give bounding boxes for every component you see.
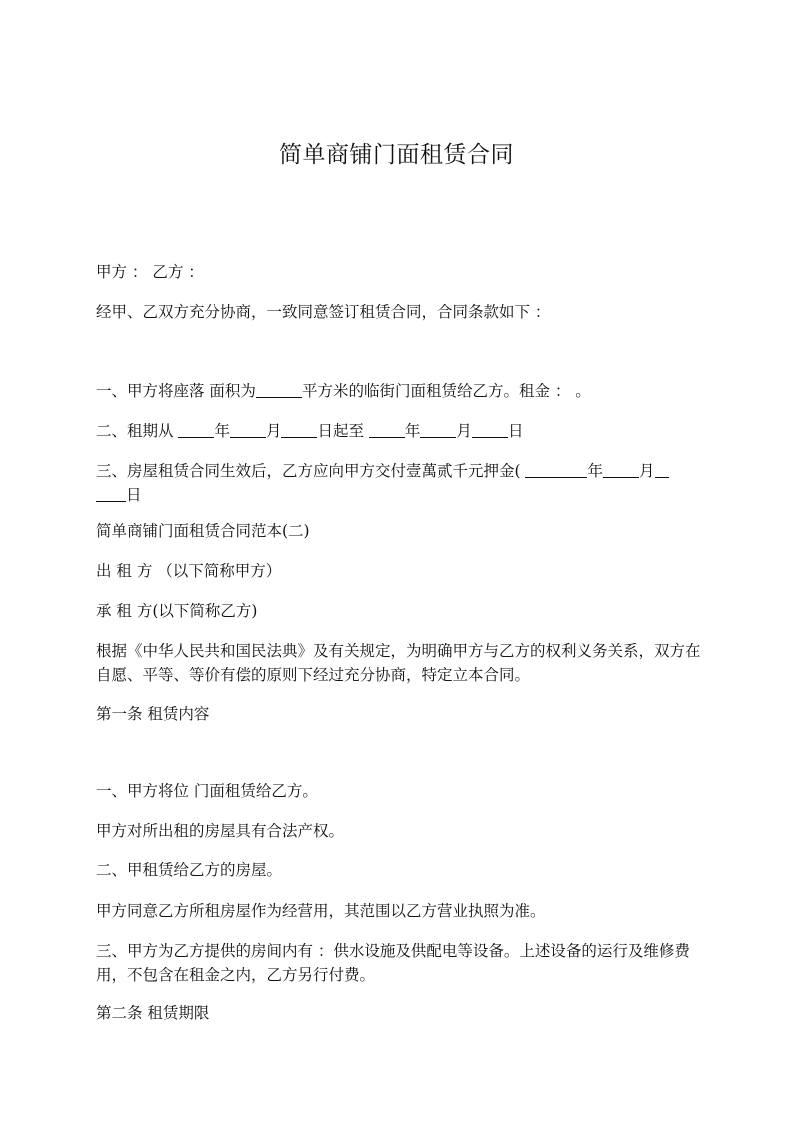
article-1-item-2: 二、甲租赁给乙方的房屋。 (96, 861, 283, 879)
lessor-line: 出 租 方 （以下简称甲方） (96, 562, 282, 580)
clause-1-text-b: 平方米的临街门面租赁给乙方。租金 ： 。 (301, 382, 591, 400)
page-title: 简单商铺门面租赁合同 (279, 142, 514, 168)
parties-line: 甲方 ： 乙方 ： (96, 263, 204, 281)
clause-2-year-1: 年 (214, 422, 230, 440)
clause-2-day-1: 日起至 (317, 422, 369, 440)
clause-1 (96, 379, 706, 403)
end-day-blank (472, 419, 508, 438)
end-month-blank (420, 419, 456, 438)
article-1-heading: 第一条 租赁内容 (96, 705, 210, 723)
agreement-line: 经甲、乙双方充分协商，一致同意签订租赁合同，合同条款如下 ： (96, 303, 551, 321)
section-subtitle: 简单商铺门面租赁合同范本(二) (96, 522, 310, 540)
deposit-year-blank (525, 459, 587, 478)
clause-3 (96, 459, 706, 507)
clause-2-month-2: 月 (456, 422, 472, 440)
clause-2-day-2: 日 (507, 422, 524, 440)
clause-3-day: 日 (126, 486, 142, 504)
clause-2 (96, 419, 706, 443)
clause-2-text-a: 二、租期从 (96, 422, 179, 440)
article-1-item-1: 一、甲方将位 门面租赁给乙方。 (96, 782, 318, 800)
preamble-paragraph: 根据《中华人民共和国民法典》及有关规定，为明确甲方与乙方的权利义务关系，双方在自愿、平等、等价有偿的原则下经过充分协商，特定立本合同。 (96, 642, 701, 684)
start-month-blank (230, 419, 266, 438)
start-day-blank (281, 419, 317, 438)
area-blank (256, 379, 302, 398)
clause-1-text-a: 一、甲方将座落 面积为 (96, 382, 256, 400)
deposit-day-blank-part-1 (655, 459, 669, 478)
clause-2-year-2: 年 (404, 422, 421, 440)
clause-3-year: 年 (587, 462, 603, 480)
end-year-blank (369, 419, 405, 438)
lessee-line: 承 租 方(以下简称乙方) (96, 602, 258, 620)
deposit-day-blank-part-2 (96, 483, 126, 502)
clause-3-text-a: 三、房屋租赁合同生效后，乙方应向甲方交付壹萬贰千元押金( (96, 462, 526, 480)
article-1-item-2-note: 甲方同意乙方所租房屋作为经营用，其范围以乙方营业执照为准。 (96, 902, 546, 920)
start-year-blank (178, 419, 214, 438)
deposit-month-blank (603, 459, 639, 478)
article-2-heading: 第二条 租赁期限 (96, 1004, 210, 1022)
article-1-item-1-note: 甲方对所出租的房屋具有合法产权。 (96, 822, 345, 840)
clause-3-month: 月 (639, 462, 655, 480)
clause-2-month-1: 月 (265, 422, 282, 440)
article-1-item-3: 三、甲方为乙方提供的房间内有 ：供水设施及供配电等设备。上述设备的运行及维修费用，不包含在租金之内，乙方另行付费。 (96, 942, 690, 984)
